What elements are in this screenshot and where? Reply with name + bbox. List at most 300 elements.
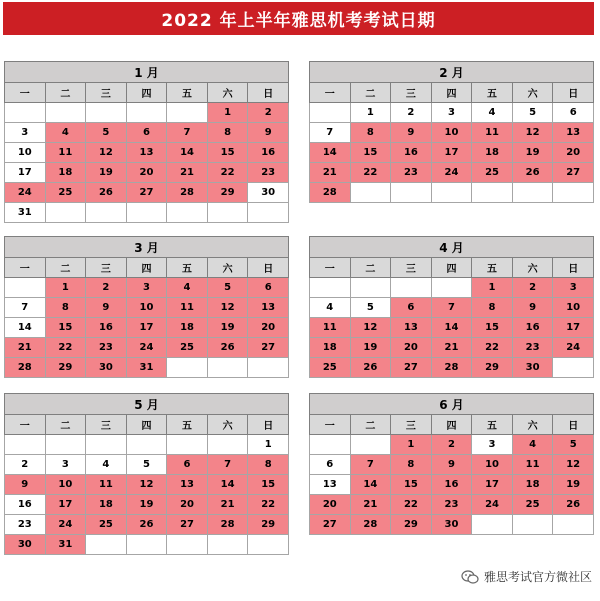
exam-day-cell: 24: [45, 515, 86, 535]
empty-cell: [248, 203, 289, 223]
exam-day-cell: 25: [512, 495, 553, 515]
calendar-january: [4, 61, 289, 223]
exam-day-cell: 17: [472, 475, 513, 495]
empty-cell: [126, 535, 167, 555]
exam-day-cell: 8: [207, 123, 248, 143]
empty-cell: [350, 435, 391, 455]
day-cell: 7: [5, 298, 46, 318]
exam-day-cell: 1: [391, 435, 432, 455]
weekday-label: 五: [167, 258, 208, 278]
exam-day-cell: 12: [512, 123, 553, 143]
exam-day-cell: 8: [391, 455, 432, 475]
week-row: [310, 163, 594, 183]
exam-day-cell: 13: [126, 143, 167, 163]
day-cell: 3: [431, 103, 472, 123]
weekday-label: 四: [431, 258, 472, 278]
exam-day-cell: 14: [207, 475, 248, 495]
exam-day-cell: 9: [391, 123, 432, 143]
day-cell: 1: [350, 103, 391, 123]
empty-cell: [126, 435, 167, 455]
exam-day-cell: 6: [167, 455, 208, 475]
empty-cell: [167, 535, 208, 555]
exam-day-cell: 24: [431, 163, 472, 183]
exam-day-cell: 27: [167, 515, 208, 535]
month-label: 1 月: [5, 62, 289, 83]
empty-cell: [5, 435, 46, 455]
day-cell: 4: [86, 455, 127, 475]
week-row: [5, 435, 289, 455]
exam-day-cell: 28: [5, 358, 46, 378]
empty-cell: [207, 535, 248, 555]
exam-day-cell: 20: [391, 338, 432, 358]
weekday-label: 一: [5, 83, 46, 103]
page-title: 2022 年上半年雅思机考考试日期: [3, 2, 594, 35]
day-cell: 10: [5, 143, 46, 163]
exam-day-cell: 2: [512, 278, 553, 298]
day-cell: 6: [553, 103, 594, 123]
weekday-label: 二: [350, 258, 391, 278]
exam-day-cell: 7: [350, 455, 391, 475]
exam-day-cell: 22: [472, 338, 513, 358]
exam-day-cell: 18: [167, 318, 208, 338]
exam-day-cell: 21: [431, 338, 472, 358]
exam-day-cell: 4: [45, 123, 86, 143]
exam-day-cell: 6: [126, 123, 167, 143]
week-row: [310, 318, 594, 338]
weekday-label: 一: [310, 83, 351, 103]
week-row: [310, 183, 594, 203]
empty-cell: [512, 515, 553, 535]
exam-day-cell: 9: [5, 475, 46, 495]
exam-day-cell: 27: [310, 515, 351, 535]
exam-day-cell: 22: [207, 163, 248, 183]
exam-day-cell: 23: [512, 338, 553, 358]
exam-day-cell: 12: [553, 455, 594, 475]
day-cell: 5: [512, 103, 553, 123]
exam-day-cell: 22: [391, 495, 432, 515]
week-row: [310, 515, 594, 535]
empty-cell: [431, 183, 472, 203]
exam-day-cell: 10: [472, 455, 513, 475]
exam-day-cell: 11: [86, 475, 127, 495]
empty-cell: [167, 203, 208, 223]
weekday-label: 三: [391, 83, 432, 103]
exam-day-cell: 25: [167, 338, 208, 358]
exam-day-cell: 29: [207, 183, 248, 203]
day-cell: 31: [5, 203, 46, 223]
week-row: [5, 203, 289, 223]
exam-day-cell: 19: [350, 338, 391, 358]
week-row: [310, 298, 594, 318]
exam-day-cell: 15: [350, 143, 391, 163]
weekday-label: 二: [45, 415, 86, 435]
exam-day-cell: 2: [86, 278, 127, 298]
day-cell: 14: [5, 318, 46, 338]
empty-cell: [45, 203, 86, 223]
empty-cell: [45, 103, 86, 123]
exam-day-cell: 14: [431, 318, 472, 338]
weekday-label: 二: [350, 415, 391, 435]
exam-day-cell: 12: [86, 143, 127, 163]
exam-day-cell: 20: [553, 143, 594, 163]
exam-day-cell: 5: [553, 435, 594, 455]
exam-day-cell: 21: [350, 495, 391, 515]
day-cell: 16: [5, 495, 46, 515]
exam-day-cell: 7: [431, 298, 472, 318]
empty-cell: [86, 103, 127, 123]
exam-day-cell: 18: [512, 475, 553, 495]
week-row: [5, 123, 289, 143]
exam-day-cell: 2: [431, 435, 472, 455]
exam-day-cell: 21: [5, 338, 46, 358]
weekday-label: 六: [207, 258, 248, 278]
week-row: [310, 123, 594, 143]
exam-day-cell: 24: [126, 338, 167, 358]
calendar-june: [309, 393, 594, 535]
day-cell: 6: [310, 455, 351, 475]
empty-cell: [248, 358, 289, 378]
week-row: [5, 475, 289, 495]
exam-day-cell: 20: [310, 495, 351, 515]
calendar-april: [309, 236, 594, 378]
week-row: [5, 183, 289, 203]
exam-day-cell: 9: [86, 298, 127, 318]
exam-day-cell: 20: [126, 163, 167, 183]
day-cell: 7: [310, 123, 351, 143]
empty-cell: [431, 278, 472, 298]
exam-day-cell: 8: [350, 123, 391, 143]
exam-day-cell: 1: [472, 278, 513, 298]
exam-day-cell: 11: [512, 455, 553, 475]
day-cell: 30: [248, 183, 289, 203]
weekday-label: 二: [45, 83, 86, 103]
day-cell: 4: [310, 298, 351, 318]
exam-day-cell: 27: [248, 338, 289, 358]
empty-cell: [350, 278, 391, 298]
exam-day-cell: 28: [167, 183, 208, 203]
exam-day-cell: 26: [512, 163, 553, 183]
exam-day-cell: 20: [167, 495, 208, 515]
week-row: [310, 455, 594, 475]
week-row: [310, 103, 594, 123]
exam-day-cell: 4: [167, 278, 208, 298]
empty-cell: [553, 515, 594, 535]
exam-day-cell: 8: [248, 455, 289, 475]
exam-day-cell: 25: [86, 515, 127, 535]
empty-cell: [126, 103, 167, 123]
empty-cell: [350, 183, 391, 203]
week-row: [5, 318, 289, 338]
exam-day-cell: 20: [248, 318, 289, 338]
exam-day-cell: 24: [553, 338, 594, 358]
exam-day-cell: 29: [472, 358, 513, 378]
exam-day-cell: 29: [391, 515, 432, 535]
exam-day-cell: 8: [472, 298, 513, 318]
day-cell: 1: [248, 435, 289, 455]
exam-day-cell: 3: [553, 278, 594, 298]
weekday-label: 六: [512, 258, 553, 278]
day-cell: 5: [350, 298, 391, 318]
exam-day-cell: 25: [472, 163, 513, 183]
exam-day-cell: 29: [45, 358, 86, 378]
exam-day-cell: 25: [45, 183, 86, 203]
exam-day-cell: 22: [45, 338, 86, 358]
exam-day-cell: 22: [248, 495, 289, 515]
empty-cell: [391, 278, 432, 298]
exam-day-cell: 7: [207, 455, 248, 475]
weekday-label: 一: [310, 258, 351, 278]
exam-day-cell: 2: [248, 103, 289, 123]
empty-cell: [248, 535, 289, 555]
week-row: [310, 358, 594, 378]
exam-day-cell: 1: [45, 278, 86, 298]
empty-cell: [207, 203, 248, 223]
empty-cell: [126, 203, 167, 223]
exam-day-cell: 14: [310, 143, 351, 163]
empty-cell: [553, 358, 594, 378]
day-cell: 2: [391, 103, 432, 123]
empty-cell: [553, 183, 594, 203]
exam-day-cell: 17: [45, 495, 86, 515]
weekday-label: 日: [248, 83, 289, 103]
day-cell: 5: [126, 455, 167, 475]
exam-day-cell: 9: [431, 455, 472, 475]
exam-day-cell: 18: [86, 495, 127, 515]
week-row: [5, 143, 289, 163]
exam-day-cell: 27: [391, 358, 432, 378]
empty-cell: [45, 435, 86, 455]
empty-cell: [5, 278, 46, 298]
week-row: [310, 435, 594, 455]
exam-day-cell: 15: [45, 318, 86, 338]
exam-day-cell: 19: [126, 495, 167, 515]
exam-day-cell: 15: [248, 475, 289, 495]
weekday-label: 五: [167, 83, 208, 103]
week-row: [5, 338, 289, 358]
exam-day-cell: 26: [350, 358, 391, 378]
exam-day-cell: 16: [512, 318, 553, 338]
exam-day-cell: 31: [45, 535, 86, 555]
exam-day-cell: 15: [472, 318, 513, 338]
month-label: 4 月: [310, 237, 594, 258]
exam-day-cell: 30: [512, 358, 553, 378]
weekday-label: 三: [86, 83, 127, 103]
week-row: [310, 338, 594, 358]
exam-day-cell: 13: [391, 318, 432, 338]
day-cell: 3: [472, 435, 513, 455]
month-label: 5 月: [5, 394, 289, 415]
week-row: [5, 515, 289, 535]
exam-day-cell: 26: [207, 338, 248, 358]
exam-day-cell: 12: [350, 318, 391, 338]
empty-cell: [207, 358, 248, 378]
empty-cell: [86, 203, 127, 223]
exam-day-cell: 16: [248, 143, 289, 163]
day-cell: 17: [5, 163, 46, 183]
week-row: [5, 103, 289, 123]
exam-day-cell: 15: [391, 475, 432, 495]
weekday-label: 二: [45, 258, 86, 278]
empty-cell: [310, 435, 351, 455]
exam-day-cell: 17: [431, 143, 472, 163]
month-label: 2 月: [310, 62, 594, 83]
week-row: [310, 143, 594, 163]
exam-day-cell: 19: [86, 163, 127, 183]
weekday-label: 一: [5, 415, 46, 435]
weekday-label: 五: [167, 415, 208, 435]
exam-day-cell: 7: [167, 123, 208, 143]
exam-day-cell: 23: [86, 338, 127, 358]
empty-cell: [86, 535, 127, 555]
calendar-february: [309, 61, 594, 203]
exam-day-cell: 27: [553, 163, 594, 183]
exam-day-cell: 21: [167, 163, 208, 183]
exam-day-cell: 28: [350, 515, 391, 535]
exam-day-cell: 12: [207, 298, 248, 318]
exam-day-cell: 10: [126, 298, 167, 318]
exam-day-cell: 23: [248, 163, 289, 183]
exam-day-cell: 28: [207, 515, 248, 535]
exam-day-cell: 1: [207, 103, 248, 123]
weekday-label: 三: [86, 415, 127, 435]
weekday-label: 三: [86, 258, 127, 278]
weekday-label: 日: [248, 415, 289, 435]
week-row: [5, 455, 289, 475]
exam-day-cell: 14: [167, 143, 208, 163]
exam-day-cell: 15: [207, 143, 248, 163]
exam-day-cell: 24: [472, 495, 513, 515]
exam-day-cell: 17: [126, 318, 167, 338]
exam-day-cell: 30: [431, 515, 472, 535]
exam-day-cell: 5: [86, 123, 127, 143]
weekday-label: 日: [553, 415, 594, 435]
exam-day-cell: 18: [310, 338, 351, 358]
week-row: [310, 475, 594, 495]
exam-day-cell: 10: [431, 123, 472, 143]
empty-cell: [310, 103, 351, 123]
exam-day-cell: 27: [126, 183, 167, 203]
exam-day-cell: 26: [126, 515, 167, 535]
weekday-label: 二: [350, 83, 391, 103]
exam-day-cell: 9: [248, 123, 289, 143]
week-row: [5, 163, 289, 183]
month-label: 6 月: [310, 394, 594, 415]
wechat-icon: [461, 570, 479, 584]
empty-cell: [86, 435, 127, 455]
weekday-label: 四: [126, 83, 167, 103]
weekday-label: 四: [431, 83, 472, 103]
exam-day-cell: 18: [45, 163, 86, 183]
empty-cell: [472, 183, 513, 203]
exam-day-cell: 10: [45, 475, 86, 495]
weekday-label: 日: [553, 83, 594, 103]
calendar-march: [4, 236, 289, 378]
weekday-label: 五: [472, 415, 513, 435]
exam-day-cell: 13: [167, 475, 208, 495]
exam-day-cell: 11: [167, 298, 208, 318]
exam-day-cell: 31: [126, 358, 167, 378]
empty-cell: [472, 515, 513, 535]
week-row: [310, 278, 594, 298]
exam-day-cell: 22: [350, 163, 391, 183]
weekday-label: 五: [472, 258, 513, 278]
exam-day-cell: 28: [310, 183, 351, 203]
week-row: [5, 358, 289, 378]
week-row: [310, 495, 594, 515]
exam-day-cell: 25: [310, 358, 351, 378]
weekday-label: 三: [391, 415, 432, 435]
exam-day-cell: 10: [553, 298, 594, 318]
weekday-label: 四: [126, 415, 167, 435]
exam-day-cell: 16: [431, 475, 472, 495]
weekday-label: 一: [310, 415, 351, 435]
weekday-label: 三: [391, 258, 432, 278]
week-row: [5, 278, 289, 298]
exam-day-cell: 30: [5, 535, 46, 555]
exam-day-cell: 23: [431, 495, 472, 515]
exam-day-cell: 6: [248, 278, 289, 298]
exam-day-cell: 6: [391, 298, 432, 318]
calendar-may: [4, 393, 289, 555]
exam-day-cell: 19: [553, 475, 594, 495]
day-cell: 2: [5, 455, 46, 475]
day-cell: 3: [5, 123, 46, 143]
exam-day-cell: 19: [207, 318, 248, 338]
exam-day-cell: 17: [553, 318, 594, 338]
watermark: [461, 568, 592, 585]
weekday-label: 六: [207, 83, 248, 103]
exam-day-cell: 23: [391, 163, 432, 183]
month-label: 3 月: [5, 237, 289, 258]
empty-cell: [391, 183, 432, 203]
day-cell: 13: [310, 475, 351, 495]
weekday-label: 六: [207, 415, 248, 435]
weekday-label: 四: [431, 415, 472, 435]
exam-day-cell: 11: [45, 143, 86, 163]
empty-cell: [167, 103, 208, 123]
week-row: [5, 535, 289, 555]
exam-day-cell: 30: [86, 358, 127, 378]
exam-day-cell: 29: [248, 515, 289, 535]
exam-day-cell: 24: [5, 183, 46, 203]
exam-day-cell: 19: [512, 143, 553, 163]
weekday-label: 六: [512, 415, 553, 435]
watermark-text: 雅思考试官方微社区: [483, 570, 592, 584]
weekday-label: 日: [248, 258, 289, 278]
empty-cell: [310, 278, 351, 298]
exam-day-cell: 14: [350, 475, 391, 495]
exam-day-cell: 26: [86, 183, 127, 203]
exam-day-cell: 26: [553, 495, 594, 515]
weekday-label: 一: [5, 258, 46, 278]
weekday-label: 六: [512, 83, 553, 103]
exam-day-cell: 12: [126, 475, 167, 495]
exam-day-cell: 13: [553, 123, 594, 143]
empty-cell: [167, 358, 208, 378]
exam-day-cell: 4: [512, 435, 553, 455]
empty-cell: [5, 103, 46, 123]
day-cell: 3: [45, 455, 86, 475]
exam-day-cell: 16: [391, 143, 432, 163]
exam-day-cell: 21: [310, 163, 351, 183]
exam-day-cell: 9: [512, 298, 553, 318]
exam-day-cell: 3: [126, 278, 167, 298]
exam-day-cell: 21: [207, 495, 248, 515]
exam-day-cell: 8: [45, 298, 86, 318]
exam-day-cell: 28: [431, 358, 472, 378]
exam-day-cell: 16: [86, 318, 127, 338]
day-cell: 23: [5, 515, 46, 535]
